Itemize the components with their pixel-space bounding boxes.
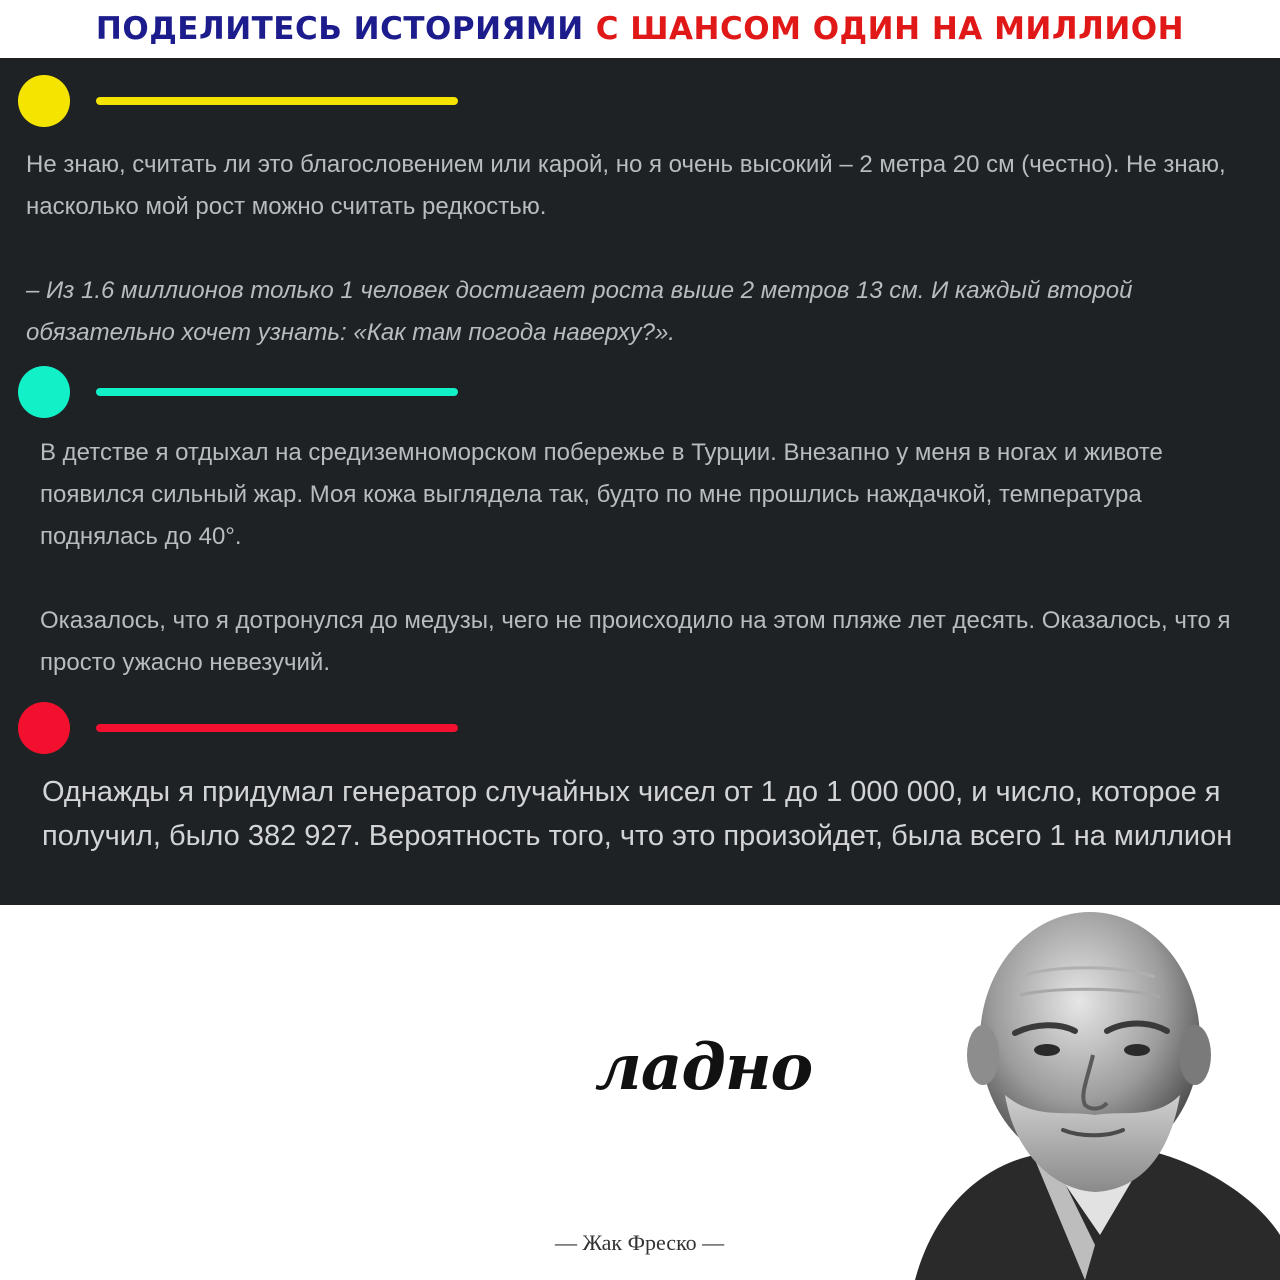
teal-dot-icon: [18, 366, 70, 418]
story-1-text: Не знаю, считать ли это благословением или карой, но я очень высокий – 2 метра 20 см (честно). Не знаю, насколько мой рост можно считать редкостью.: [26, 151, 1226, 220]
meme-signature: — Жак Фреско —: [555, 1230, 725, 1255]
story-2-conclusion: Оказалось, что я дотронулся до медузы, чего не происходило на этом пляже лет десять. Оказалось, что я просто ужасно невезучий.: [40, 607, 1231, 676]
page-title: [0, 0, 1280, 58]
title-part-red: С ШАНСОМ ОДИН НА МИЛЛИОН: [595, 11, 1185, 47]
meme-panel: [0, 905, 1280, 1280]
story-2-text: В детстве я отдыхал на средиземноморском побережье в Турции. Внезапно у меня в ногах и животе появился сильный жар. Моя кожа выглядела так, будто по мне прошлись наждачкой, температура поднялась до 40°.: [40, 439, 1163, 550]
teal-divider-line: [96, 388, 458, 396]
title-part-blue: ПОДЕЛИТЕСЬ ИСТОРИЯМИ: [95, 11, 584, 47]
story-2-marker: [18, 366, 458, 418]
story-1-marker: [18, 75, 458, 127]
story-1: [26, 144, 1266, 354]
story-3-marker: [18, 702, 458, 754]
portrait-photo-icon: [895, 905, 1280, 1280]
yellow-divider-line: [96, 97, 458, 105]
meme-caption: ладно: [595, 1030, 813, 1105]
yellow-dot-icon: [18, 75, 70, 127]
red-dot-icon: [18, 702, 70, 754]
story-3: [42, 770, 1262, 858]
story-2: [40, 432, 1260, 684]
red-divider-line: [96, 724, 458, 732]
story-1-reply: – Из 1.6 миллионов только 1 человек достигает роста выше 2 метров 13 см. И каждый второй обязательно хочет узнать: «Как там погода наверху?».: [26, 277, 1133, 346]
story-3-text: Однажды я придумал генератор случайных чисел от 1 до 1 000 000, и число, которое я получил, было 382 927. Вероятность того, что это произойдет, была всего 1 на миллион: [42, 776, 1233, 852]
